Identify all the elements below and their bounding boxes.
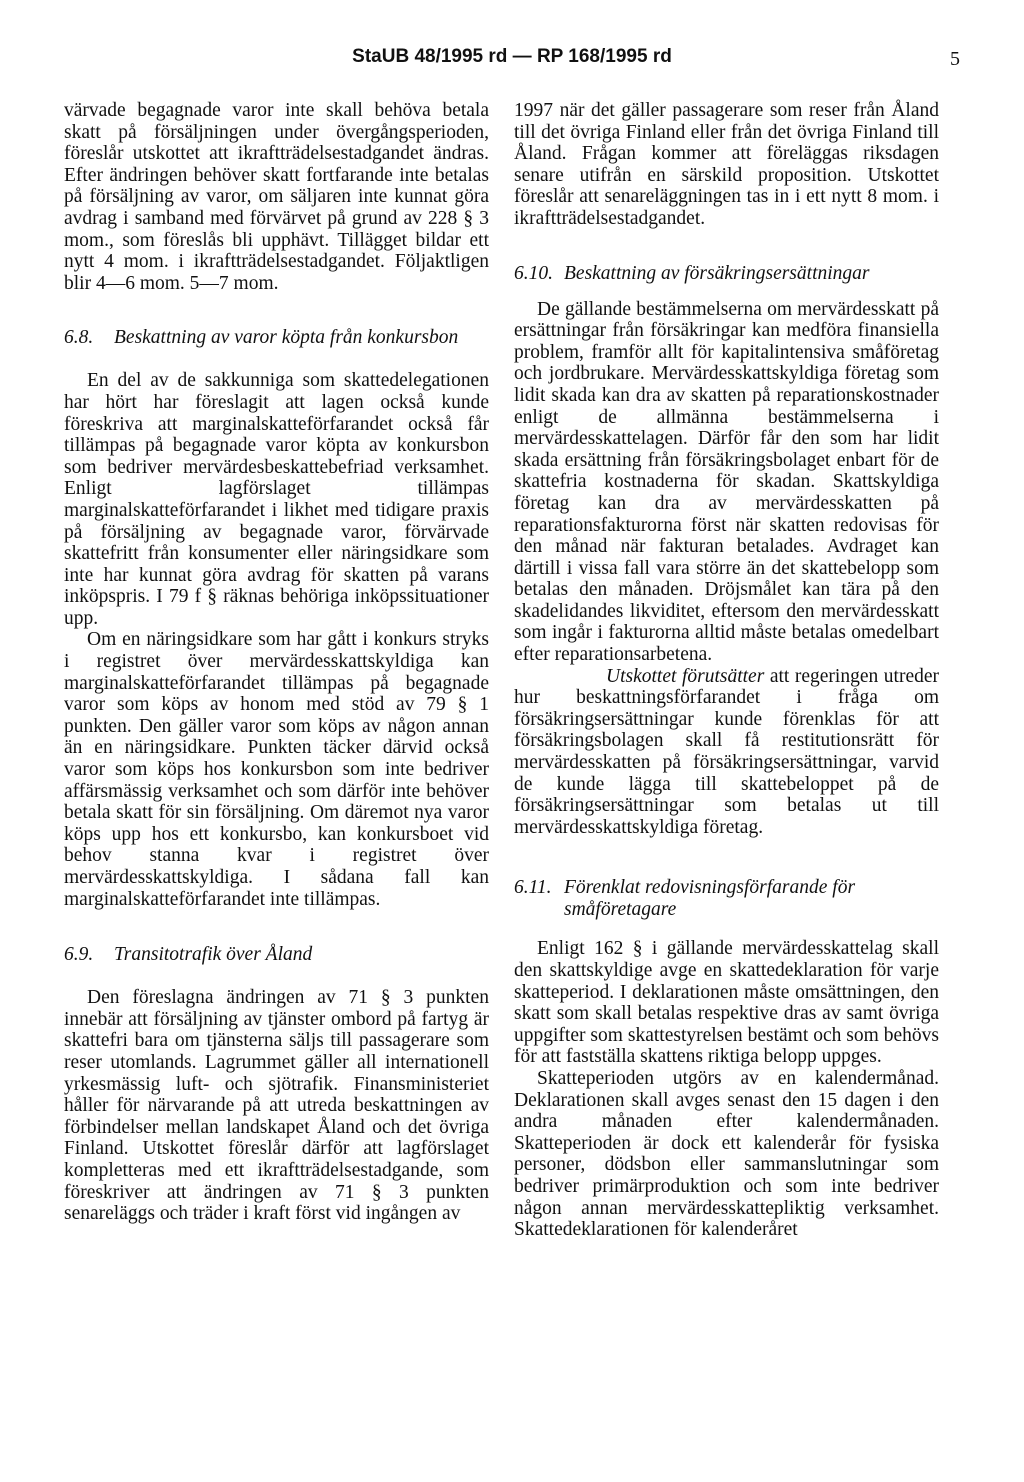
section-heading-6-11 bbox=[514, 877, 939, 921]
paragraph: En del av de sakkunniga som skattedelegationen har hört har föreslagit att lagen också kunde föreskriva att marginalskatteförfarandet också får tillämpas på begagnade varor köpta av konkursbon som bedriver mervärdesbeskattebefriad verksamhet. Enligt lagförslaget tillämpas marginalskatteförfarandet i likhet med tidigare praxis på försäljning av begagnade varor, förvärvade skattefritt från konsumenter eller näringsidkare som inte har kunnat göra avdrag för skatten på varans inköpspris. I 79 f § räknas behöriga inköpssituationer upp. bbox=[64, 370, 489, 629]
section-heading-6-8 bbox=[64, 327, 489, 349]
paragraph bbox=[514, 666, 939, 839]
section-title: Beskattning av varor köpta från konkursbon bbox=[114, 327, 459, 349]
paragraph: Enligt 162 § i gällande mervärdesskattelag skall den skattskyldige avge en skattedeklaration för varje skatteperiod. I deklarationen måste omsättningen, den skatt som skall betalas respektive dras av samt övriga uppgifter som skattestyrelsen bestämt och som behövs för att fastställa skattens riktiga belopp uppges. bbox=[514, 938, 939, 1068]
section-number: 6.10. bbox=[514, 262, 553, 284]
section-heading-6-9 bbox=[64, 944, 489, 966]
section-number: 6.9. bbox=[64, 944, 94, 966]
paragraph: Skatteperioden utgörs av en kalendermånad. Deklarationen skall avges senast den 15 dagen i den andra månaden efter kalendermånaden. Skatteperioden är dock ett kalenderår för fysiska personer, dödsbon eller sammanslutningar som bedriver primärproduktion och som inte bedriver någon annan mervärdesskattepliktig verksamhet. Skattedeklarationen för kalenderåret bbox=[514, 1067, 939, 1241]
left-column bbox=[64, 100, 489, 1225]
paragraph: De gällande bestämmelserna om mervärdesskatt på ersättningar från försäkringar kan medföra finansiella problem, framför allt för kapitalintensiva småföretag och jordbrukare. Mervärdesskattskyldiga företag som lidit skada kan dra av skatten på reparationskostnader enligt de allmänna bestämmelserna i mervärdesskattelagen. Därför får den som har lidit skada ersättning från försäkringsbolaget enbart för de skattefria kostnaderna för skadan. Skattskyldiga företag kan dra av mervärdesskatten på reparationsfakturorna först när skatten redovisas för den månad när fakturan betalades. Avdraget kan därtill i vissa fall vara större än det skattebelopp som betalas den månaden. Dröjsmålet kan tära på den skadelidandes likviditet, eftersom den mervärdesskatt som ingår i fakturorna alltid måste betalas omedelbart efter reparationsarbetena. bbox=[514, 298, 939, 666]
section-heading-6-10 bbox=[514, 263, 939, 285]
paragraph: Om en näringsidkare som har gått i konkurs stryks i registret över mervärdesskattskyldiga kan marginalskatteförfarandet tillämpas på begagnade varor som köps av honom med stöd av 79 § 1 punkten. Den gäller varor som köps av någon annan än en näringsidkare. Punkten täcker därvid också varor som köps hos konkursbon som inte bedriver affärsmässig verksamhet och som därför inte behöver betala skatt för sin försäljning. Om däremot nya varor köps upp hos ett konkursbo, kan konkursboet vid behov stanna kvar i registret över mervärdesskattskyldiga. I sådana fall kan marginalskatteförfarandet inte tillämpas. bbox=[64, 629, 489, 910]
paragraph: värvade begagnade varor inte skall behöva betala skatt på försäljningen under övergångsperioden, föreslår utskottet att ikraftträdelsestadgandet ändras. Efter ändringen behöver skatt fortfarande inte betalas på försäljning av varor, om säljaren inte kunnat göra avdrag i samband med förvärvet på grund av 228 § 3 mom., som föreslås bli upphävt. Tillägget bildar ett nytt 4 mom. i ikraftträdelsestadgandet. Följaktligen blir 4—6 mom. 5—7 mom. bbox=[64, 100, 489, 294]
paragraph: 1997 när det gäller passagerare som reser från Åland till det övriga Finland eller från det övriga Finland till Åland. Frågan kommer att föreläggas riksdagen senare utifrån en särskild proposition. Utskottet föreslår att senareläggningen tas in i ett nytt 8 mom. i ikraftträdelsestadgandet. bbox=[514, 100, 939, 229]
section-title: Transitotrafik över Åland bbox=[114, 944, 313, 966]
paragraph-text: att regeringen utreder hur beskattningsförfarandet i fråga om försäkringsersättningar kunde förenklas för att försäkringsbolagen skall få restitutionsrätt för mervärdesskatten på försäkringsersättningar, varvid de kunde lägga till skattebeloppet på de försäkringsersättningar som betalas ut till mervärdesskattskyldiga företag. bbox=[514, 665, 940, 838]
page-number: 5 bbox=[950, 48, 960, 70]
right-column bbox=[514, 100, 939, 1241]
emphasis: Utskottet förutsätter bbox=[606, 665, 765, 687]
section-title: Förenklat redovisningsförfarande för småföretagare bbox=[564, 877, 856, 921]
paragraph: Den föreslagna ändringen av 71 § 3 punkten innebär att försäljning av tjänster ombord på fartyg är skattefri bara om tjänsterna säljs till passagerare som reser utomlands. Lagrummet gäller all internationell yrkesmässig luft- och sjötrafik. Finansministeriet håller för närvarande på att utreda beskattningen av förbindelser mellan landskapet Åland och det övriga Finland. Utskottet föreslår därför att lagförslaget kompletteras med ett ikraftträdelsestadgande, som föreskriver att ändringen av 71 § 3 punkten senareläggs och träder i kraft först vid ingången av bbox=[64, 987, 489, 1225]
section-number: 6.11. bbox=[514, 877, 552, 899]
section-title: Beskattning av försäkringsersättningar bbox=[564, 262, 870, 284]
running-title: StaUB 48/1995 rd — RP 168/1995 rd bbox=[352, 46, 672, 67]
page-header bbox=[0, 46, 1024, 76]
section-number: 6.8. bbox=[64, 327, 94, 349]
